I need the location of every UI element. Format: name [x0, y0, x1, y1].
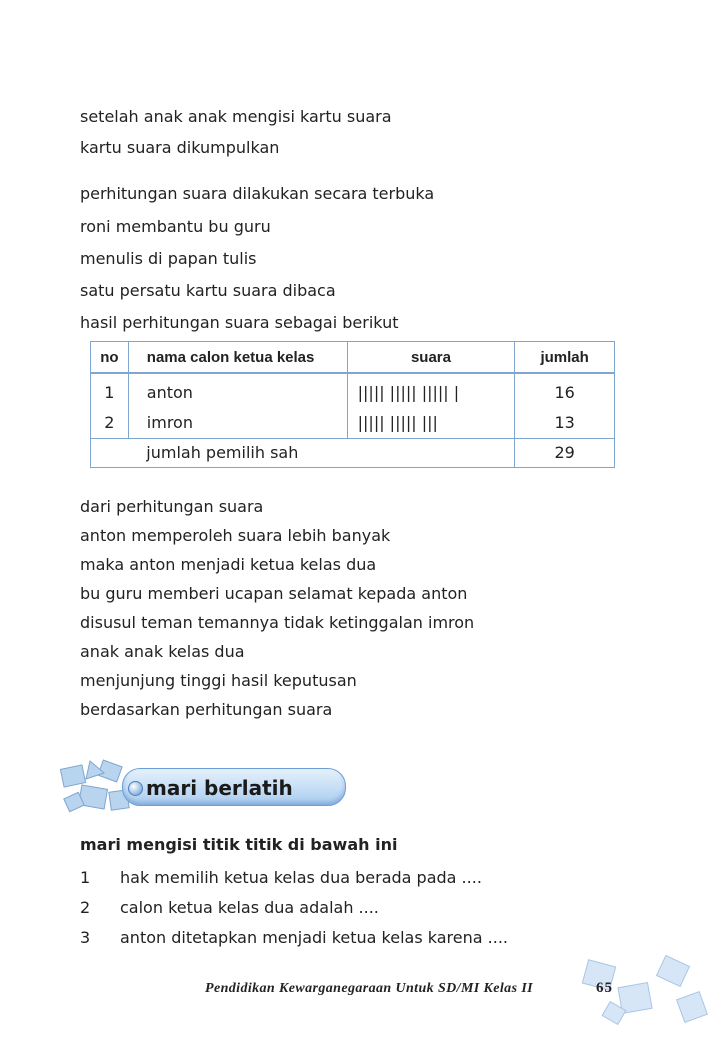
- section-banner: [60, 757, 350, 821]
- text-line: disusul teman temannya tidak ketinggalan imron: [80, 613, 475, 632]
- page-number: 65: [596, 980, 613, 996]
- text-line: bu guru memberi ucapan selamat kepada anton: [80, 584, 468, 603]
- exercise-number: 1: [80, 868, 91, 887]
- footer-book-title: Pendidikan Kewarganegaraan Untuk SD/MI Kelas II: [205, 981, 534, 996]
- table-row-total: [91, 439, 615, 468]
- text-line: setelah anak anak mengisi kartu suara: [80, 107, 392, 126]
- exercise-heading: mari mengisi titik titik di bawah ini: [80, 835, 398, 854]
- exercise-item: anton ditetapkan menjadi ketua kelas karena ....: [120, 928, 508, 947]
- table-row: [91, 373, 615, 439]
- text-line: berdasarkan perhitungan suara: [80, 700, 333, 719]
- cell-nama: imron: [146, 413, 193, 432]
- header-nama: nama calon ketua kelas: [128, 342, 347, 374]
- exercise-number: 2: [80, 898, 91, 917]
- text-line: menulis di papan tulis: [80, 249, 257, 268]
- cell-suara: ||||| ||||| ||||| |: [357, 383, 460, 402]
- text-line: anton memperoleh suara lebih banyak: [80, 526, 391, 545]
- text-line: perhitungan suara dilakukan secara terbuka: [80, 184, 435, 203]
- exercise-number: 3: [80, 928, 91, 947]
- text-line: anak anak kelas dua: [80, 642, 245, 661]
- cell-no: 2: [104, 413, 115, 432]
- text-line: roni membantu bu guru: [80, 217, 271, 236]
- cell-suara: ||||| ||||| |||: [357, 413, 438, 432]
- vote-table: [90, 341, 615, 468]
- text-line: hasil perhitungan suara sebagai berikut: [80, 313, 399, 332]
- text-line: satu persatu kartu suara dibaca: [80, 281, 336, 300]
- text-line: maka anton menjadi ketua kelas dua: [80, 555, 377, 574]
- total-label: jumlah pemilih sah: [128, 439, 515, 468]
- total-jumlah: 29: [515, 439, 615, 468]
- header-suara: suara: [347, 342, 515, 374]
- cell-jumlah: 13: [554, 413, 575, 432]
- text-line: dari perhitungan suara: [80, 497, 264, 516]
- header-no: no: [91, 342, 129, 374]
- text-line: menjunjung tinggi hasil keputusan: [80, 671, 357, 690]
- exercise-item: hak memilih ketua kelas dua berada pada ....: [120, 868, 482, 887]
- exercise-item: calon ketua kelas dua adalah ....: [120, 898, 379, 917]
- banner-title: mari berlatih: [146, 776, 293, 800]
- header-jumlah: jumlah: [515, 342, 615, 374]
- bullet-icon: [128, 781, 143, 796]
- cell-jumlah: 16: [554, 383, 575, 402]
- cell-no: 1: [104, 383, 115, 402]
- text-line: kartu suara dikumpulkan: [80, 138, 280, 157]
- cell-nama: anton: [146, 383, 193, 402]
